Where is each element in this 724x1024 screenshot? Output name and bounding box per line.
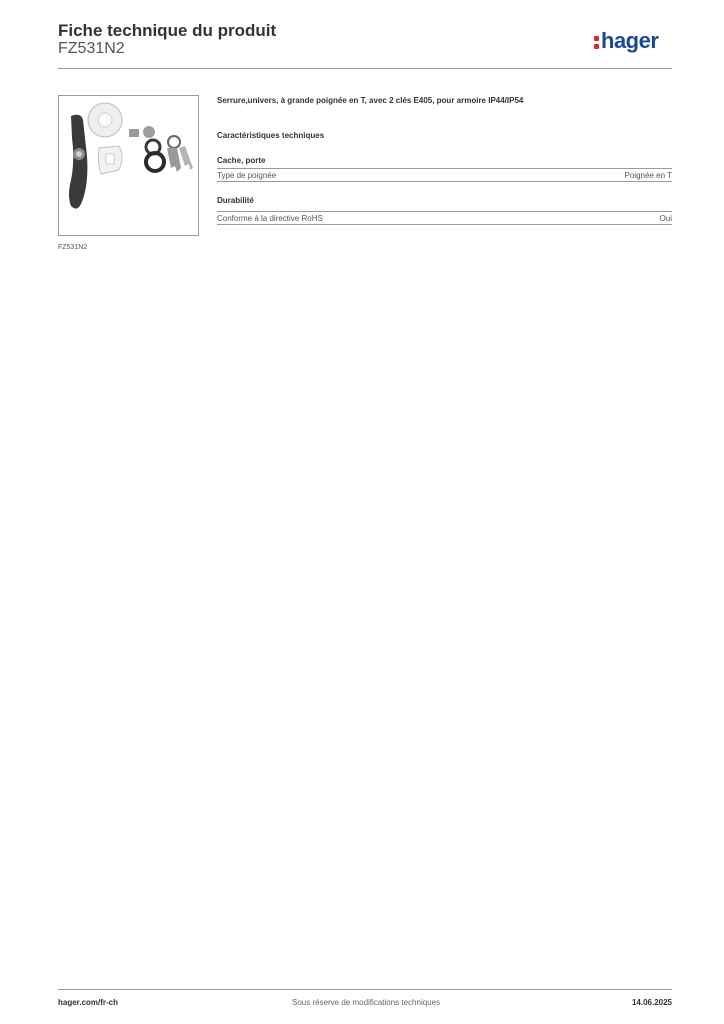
clip-icon: [98, 146, 122, 174]
footer-notice: Sous réserve de modifications techniques: [292, 998, 441, 1007]
rosette-icon: [88, 103, 122, 137]
spec-value: Oui: [659, 214, 672, 223]
spec-group-label: Cache, porte: [217, 156, 266, 165]
spec-value: Poignée en T: [624, 171, 672, 180]
lock-kit-illustration: [59, 96, 198, 235]
footer-website-link[interactable]: hager.com/fr-ch: [58, 998, 119, 1007]
footer-divider: [58, 989, 672, 990]
product-description: Serrure,univers, à grande poignée en T, avec 2 clés E405, pour armoire IP44/IP54: [217, 96, 524, 105]
cylinder-icon: [143, 126, 155, 138]
spec-key: Type de poignée: [217, 171, 277, 180]
logo-text: hager: [601, 28, 659, 53]
product-code: FZ531N2: [58, 40, 125, 57]
keys-icon: [167, 136, 193, 172]
t-handle-icon: [69, 115, 87, 209]
page-title: Fiche technique du produit: [58, 21, 277, 40]
product-image: [58, 95, 199, 236]
hager-logo: [594, 28, 658, 54]
nut-icon: [146, 153, 164, 171]
header-divider: [58, 68, 672, 69]
image-caption: FZ531N2: [58, 244, 88, 251]
logo-dots-icon: [594, 35, 599, 49]
spec-row: [217, 211, 672, 225]
spec-group-label: Durabilité: [217, 196, 254, 205]
spec-row: [217, 168, 672, 182]
footer-date: 14.06.2025: [631, 998, 672, 1007]
screw-icon: [129, 129, 139, 137]
specs-section-title: Caractéristiques techniques: [217, 131, 325, 140]
spec-key: Conforme à la directive RoHS: [217, 214, 323, 223]
